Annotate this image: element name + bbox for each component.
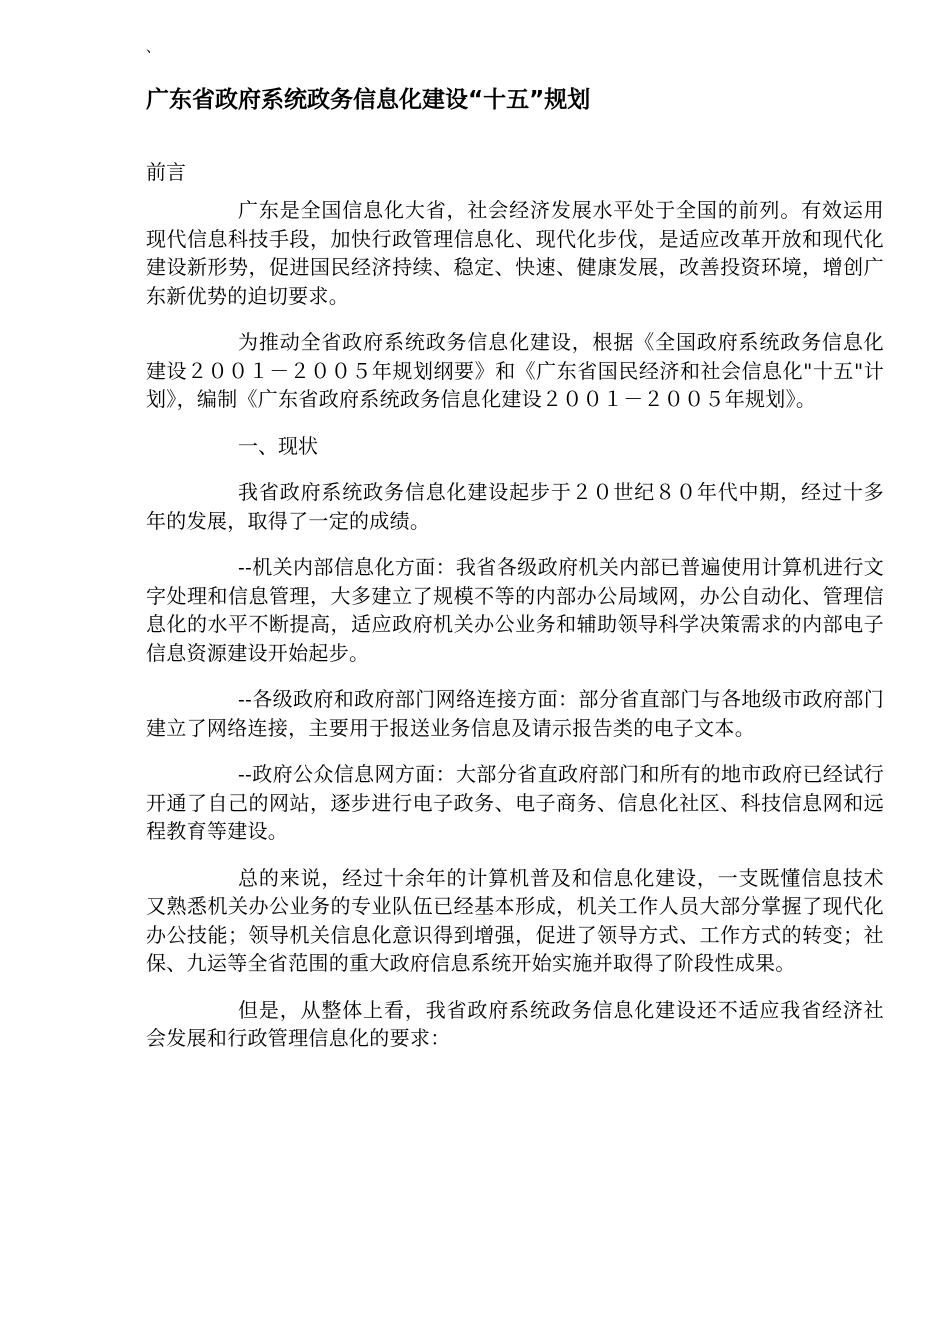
status-paragraph-internal-it: --机关内部信息化方面：我省各级政府机关内部已普遍使用计算机进行文字处理和信息管理，大多建立了规模不等的内部办公局域网，办公自动化、管理信息化的水平不断提高，适应政府机关办公业务和辅助领导科学决策需求的内部电子信息资源建设开始起步。: [146, 555, 884, 665]
status-paragraph-public-web: --政府公众信息网方面：大部分省直政府部门和所有的地市政府已经试行开通了自己的网站，逐步进行电子政务、电子商务、信息化社区、科技信息网和远程教育等建设。: [146, 762, 884, 843]
stray-mark: 、: [146, 40, 160, 56]
status-paragraph-summary: 总的来说，经过十余年的计算机普及和信息化建设，一支既懂信息技术又熟悉机关办公业务的专业队伍已经基本形成，机关工作人员大部分掌握了现代化办公技能；领导机关信息化意识得到增强，促进了领导方式、工作方式的转变；社保、九运等全省范围的重大政府信息系统开始实施并取得了阶段性成果。: [146, 865, 884, 975]
document-body: [146, 196, 884, 1071]
preface-paragraph-2: 为推动全省政府系统政务信息化建设，根据《全国政府系统政务信息化建设２００１－２００５年规划纲要》和《广东省国民经济和社会信息化"十五"计划》，编制《广东省政府系统政务信息化建设２００１－２００５年规划》。: [146, 330, 884, 411]
status-paragraph-1: 我省政府系统政务信息化建设起步于２０世纪８０年代中期，经过十多年的发展，取得了一定的成绩。: [146, 480, 884, 533]
status-paragraph-network: --各级政府和政府部门网络连接方面：部分省直部门与各地级市政府部门建立了网络连接，主要用于报送业务信息及请示报告类的电子文本。: [146, 687, 884, 740]
status-paragraph-shortcomings: 但是，从整体上看，我省政府系统政务信息化建设还不适应我省经济社会发展和行政管理信息化的要求：: [146, 997, 884, 1050]
preface-paragraph-1: 广东是全国信息化大省，社会经济发展水平处于全国的前列。有效运用现代信息科技手段，加快行政管理信息化、现代化步伐，是适应改革开放和现代化建设新形势，促进国民经济持续、稳定、快速、健康发展，改善投资环境，增创广东新优势的迫切要求。: [146, 198, 884, 308]
document-title: 广东省政府系统政务信息化建设“十五”规划: [146, 87, 591, 113]
section-heading-status: 一、现状: [238, 433, 318, 458]
preface-heading: 前言: [146, 160, 186, 184]
